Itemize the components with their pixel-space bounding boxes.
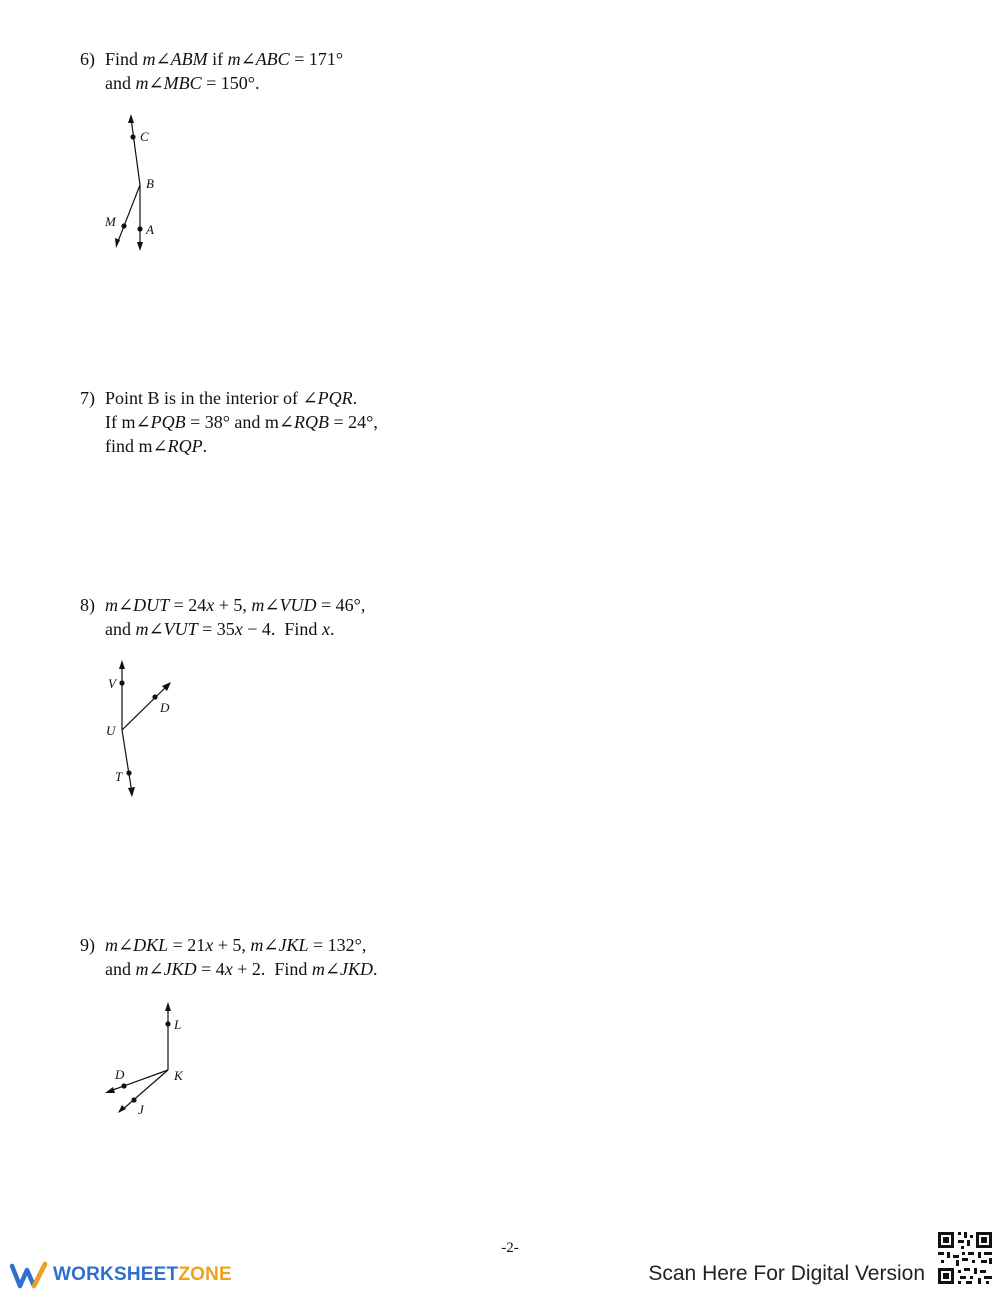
text-segment: DUT <box>133 595 170 615</box>
text-segment: m <box>250 935 264 955</box>
problem-number: 7) <box>80 388 95 408</box>
label-L: L <box>174 1017 182 1032</box>
text-segment: m <box>227 49 241 69</box>
brand-name <box>53 1264 232 1286</box>
page-number: -2- <box>501 1240 519 1256</box>
problem-line <box>105 386 378 410</box>
problem-number: 9) <box>80 935 95 955</box>
text-segment: = 171° <box>289 49 344 69</box>
text-segment: x <box>205 935 214 955</box>
text-segment: = 4 <box>196 959 225 979</box>
text-segment: JKD <box>163 959 197 979</box>
figure-problem-9 <box>100 995 200 1125</box>
text-segment: RQP <box>167 436 203 456</box>
problem-line <box>105 957 378 981</box>
text-segment: ABM <box>170 49 208 69</box>
text-segment: PQR <box>317 388 353 408</box>
text-segment: and <box>105 73 136 93</box>
brand-word-1: WORKSHEET <box>53 1264 179 1285</box>
text-segment: + 2. Find <box>232 959 312 979</box>
problem-9 <box>80 933 378 981</box>
text-segment: = 24°, <box>329 412 378 432</box>
problem-line <box>105 617 365 641</box>
text-segment: RQB <box>294 412 329 432</box>
label-C: C <box>140 129 149 144</box>
text-segment: VUT <box>163 619 198 639</box>
text-segment: ∠ <box>148 959 164 979</box>
text-segment: m <box>105 595 118 615</box>
label-V: V <box>108 676 116 691</box>
problem-line <box>105 71 343 95</box>
text-segment: . <box>202 436 208 456</box>
label-D: D <box>115 1067 125 1082</box>
figure-problem-6 <box>95 110 185 260</box>
text-segment: MBC <box>163 73 202 93</box>
text-segment: find m∠ <box>105 436 168 456</box>
problem-number: 8) <box>80 595 95 615</box>
text-segment: ∠ <box>263 935 279 955</box>
text-segment: if <box>207 49 228 69</box>
label-U: U <box>106 723 116 738</box>
text-segment: = 24 <box>169 595 207 615</box>
qr-code-icon[interactable] <box>934 1228 996 1288</box>
label-M: M <box>105 214 116 229</box>
text-segment: x <box>321 619 330 639</box>
problem-number: 6) <box>80 49 95 69</box>
problem-8 <box>80 593 365 641</box>
label-J: J <box>138 1102 144 1117</box>
text-segment: VUD <box>279 595 317 615</box>
problem-line <box>105 933 378 957</box>
text-segment: = 21 <box>168 935 206 955</box>
text-segment: ∠ <box>118 595 134 615</box>
text-segment: ∠ <box>264 595 280 615</box>
text-segment: and <box>105 619 136 639</box>
problem-line <box>105 47 343 71</box>
label-D: D <box>160 700 170 715</box>
text-segment: ∠ <box>148 619 164 639</box>
text-segment: − 4. Find <box>242 619 322 639</box>
text-segment: = 46°, <box>316 595 366 615</box>
text-segment: ∠ <box>240 49 256 69</box>
text-segment: = 35 <box>197 619 235 639</box>
text-segment: + 5, <box>213 935 251 955</box>
problem-line <box>105 434 378 458</box>
problem-line <box>105 410 378 434</box>
text-segment: ∠ <box>302 388 318 408</box>
text-segment: m <box>135 73 149 93</box>
text-segment: ABC <box>255 49 290 69</box>
text-segment: m <box>135 619 149 639</box>
text-segment: x <box>206 595 215 615</box>
problem-7 <box>80 386 378 458</box>
text-segment: Point B is in the interior of <box>105 388 303 408</box>
text-segment: m <box>251 595 265 615</box>
text-segment: m <box>311 959 325 979</box>
text-segment: Find <box>105 49 143 69</box>
text-segment: ∠ <box>324 959 341 979</box>
text-segment: = 132°, <box>308 935 367 955</box>
text-segment: = 150°. <box>201 73 260 93</box>
worksheet-zone-logo-icon <box>10 1261 48 1289</box>
text-segment: If m∠ <box>105 412 151 432</box>
text-segment: DKL <box>133 935 169 955</box>
text-segment: + 5, <box>214 595 252 615</box>
text-segment: PQB <box>150 412 186 432</box>
text-segment: m <box>142 49 156 69</box>
problem-6 <box>80 47 343 95</box>
scan-text: Scan Here For Digital Version <box>648 1262 925 1285</box>
text-segment: JKD <box>340 959 374 979</box>
text-segment: m <box>135 959 149 979</box>
text-segment: ∠ <box>155 49 171 69</box>
text-segment: . <box>373 959 378 979</box>
label-K: K <box>174 1068 183 1083</box>
brand-logo <box>10 1260 232 1290</box>
text-segment: JKL <box>278 935 309 955</box>
text-segment: m <box>105 935 118 955</box>
figure-problem-8 <box>100 655 190 805</box>
text-segment: . <box>352 388 358 408</box>
text-segment: ∠ <box>148 73 164 93</box>
text-segment: ∠ <box>118 935 134 955</box>
label-T: T <box>115 769 123 784</box>
text-segment: . <box>329 619 335 639</box>
label-A: A <box>146 222 154 237</box>
brand-word-2: ZONE <box>178 1264 232 1285</box>
text-segment: = 38° and m∠ <box>185 412 294 432</box>
label-B: B <box>146 176 154 191</box>
text-segment: x <box>224 959 233 979</box>
text-segment: x <box>234 619 243 639</box>
problem-line <box>105 593 365 617</box>
text-segment: and <box>105 959 136 979</box>
